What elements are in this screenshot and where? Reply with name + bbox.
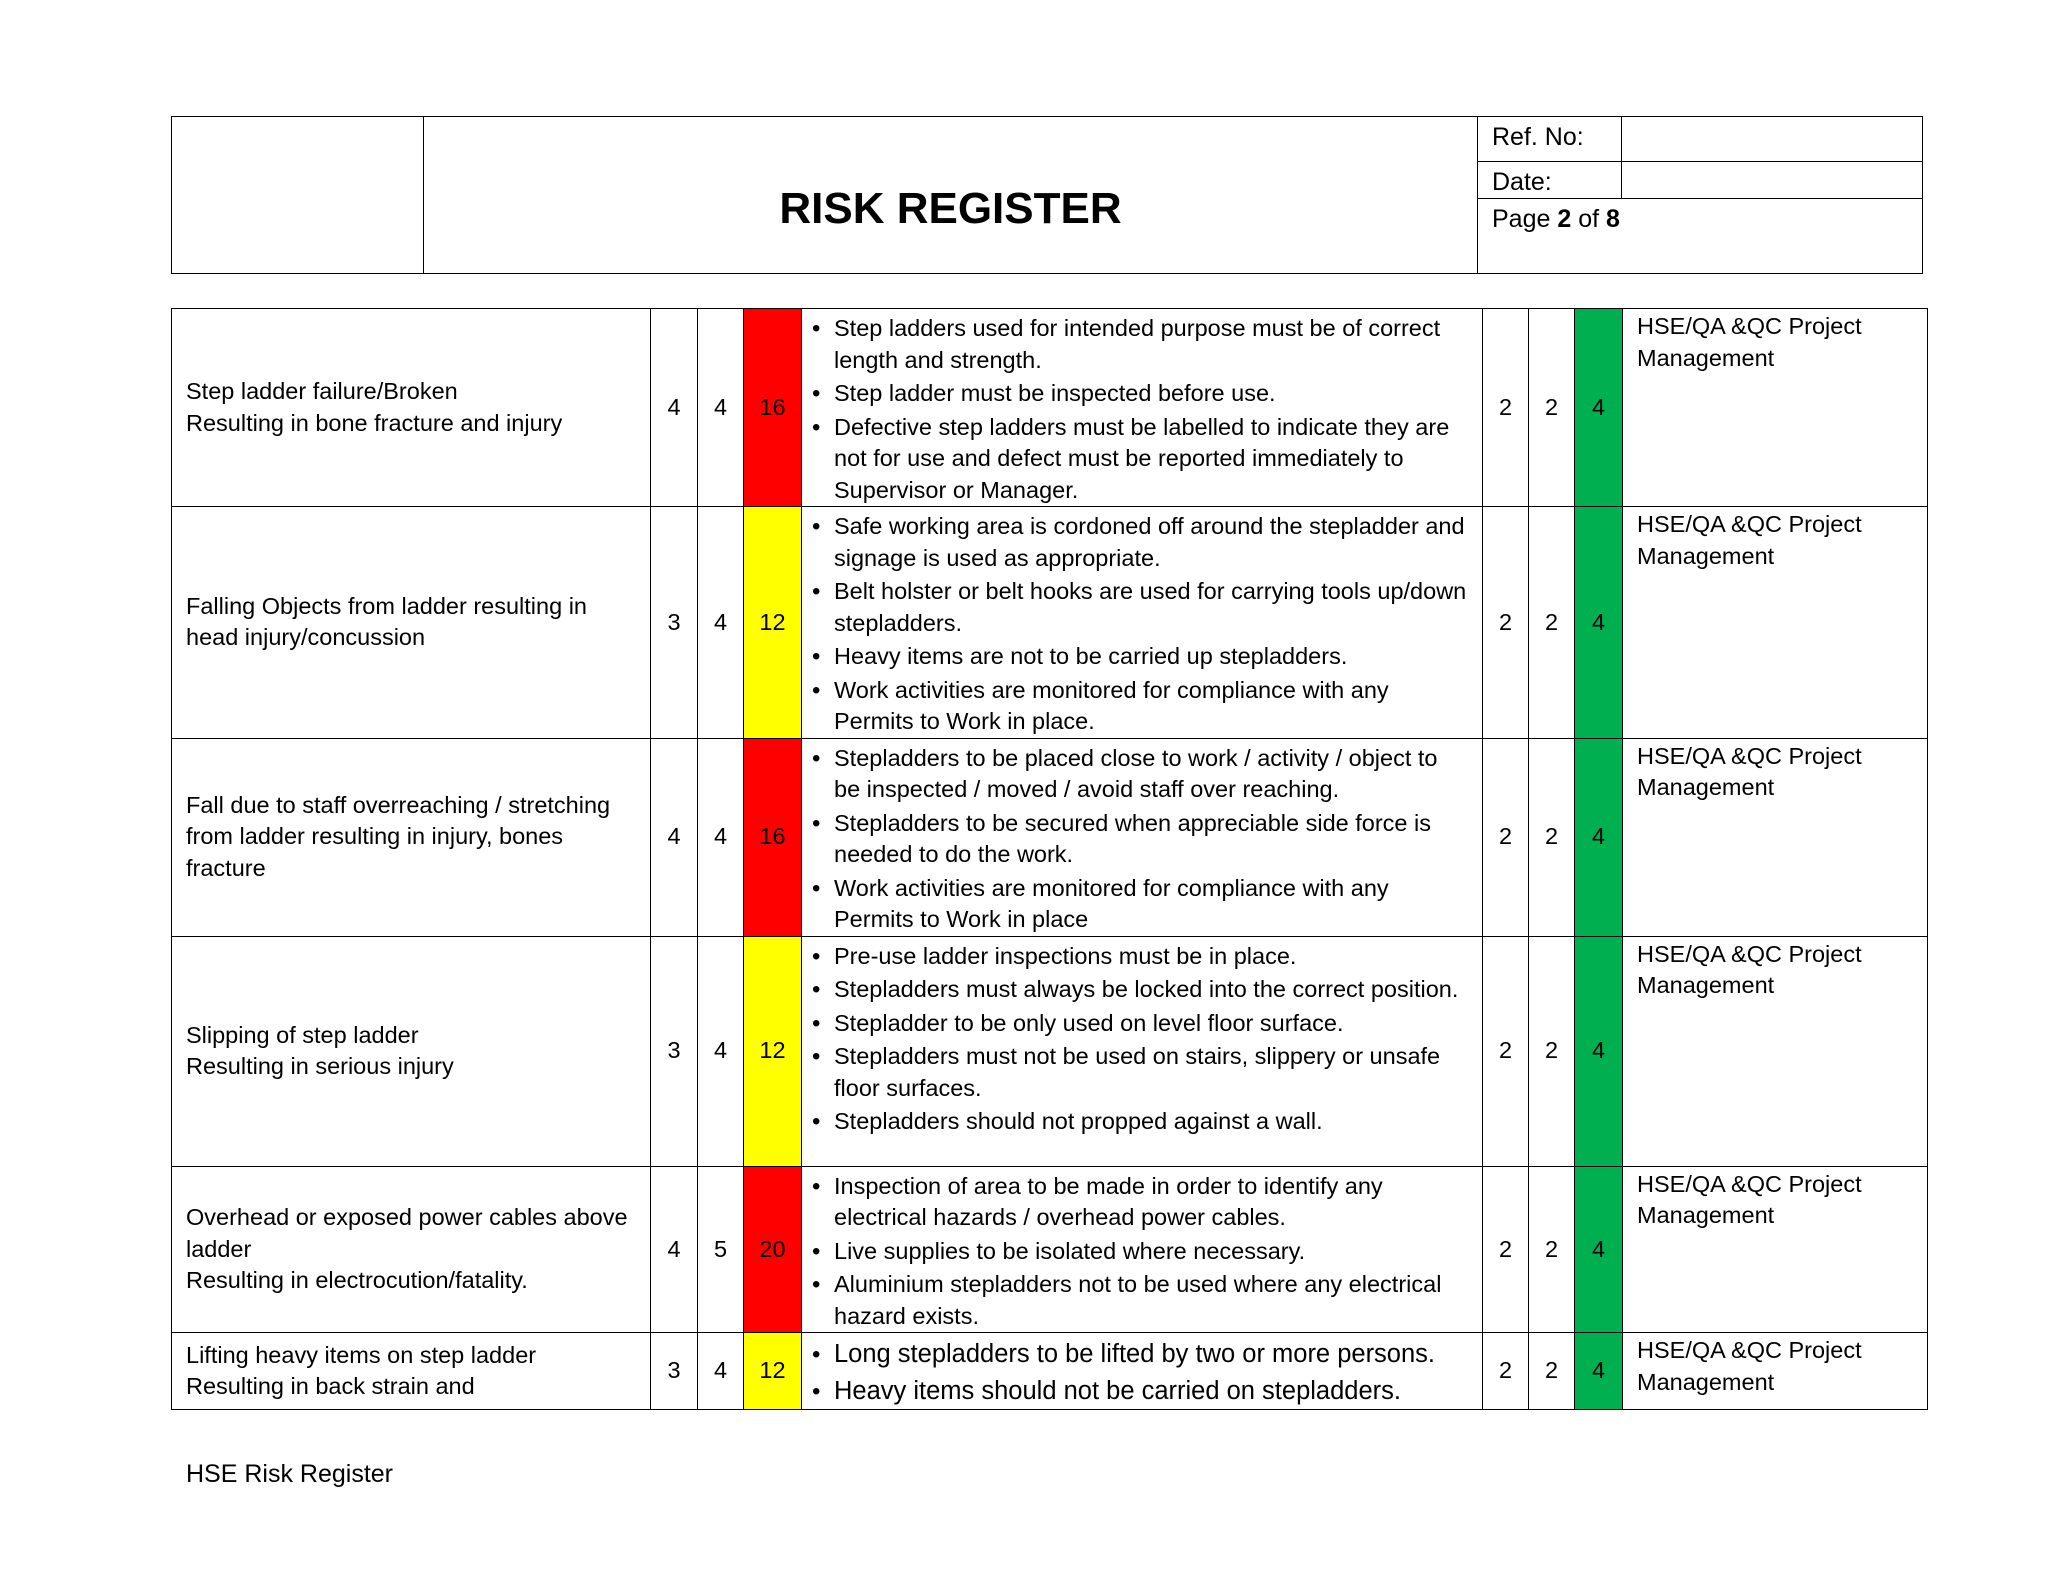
control-item: • Long stepladders to be lifted by two or more persons. [810,1337,1470,1372]
control-item: • Step ladders used for intended purpose must be of correct length and strength. [810,313,1470,376]
risk-rating-cell: 12 [744,936,802,1166]
ref-label: Ref. No: [1478,117,1622,162]
residual-likelihood-cell: 2 [1483,936,1529,1166]
residual-likelihood-cell: 2 [1483,1166,1529,1333]
table-row [172,507,1928,739]
residual-risk-cell: 4 [1575,1166,1623,1333]
control-item: • Stepladders must always be locked into the correct position. [810,974,1470,1006]
residual-severity-cell: 2 [1529,1166,1575,1333]
control-item: • Work activities are monitored for compliance with any Permits to Work in place. [810,675,1470,738]
responsibility-cell: HSE/QA &QC Project Management [1623,309,1928,507]
residual-severity-cell: 2 [1529,1333,1575,1410]
control-item: • Aluminium stepladders not to be used where any electrical hazard exists. [810,1269,1470,1332]
responsibility-cell: HSE/QA &QC Project Management [1623,738,1928,936]
register-body [172,309,1928,1410]
date-label: Date: [1478,162,1622,199]
hazard-line: Overhead or exposed power cables above ladder [186,1204,628,1262]
control-item: • Stepladders must not be used on stairs, slippery or unsafe floor surfaces. [810,1041,1470,1104]
logo-box [172,117,424,274]
hazard-line: Slipping of step ladder [186,1021,419,1048]
hazard-cell [172,309,651,507]
control-measures-cell [802,309,1483,507]
ref-value [1622,117,1923,162]
hazard-line: Lifting heavy items on step ladder [186,1341,537,1368]
page-current: 2 [1557,205,1572,233]
likelihood-cell: 3 [651,936,698,1166]
page-total: 8 [1606,205,1620,233]
table-row [172,936,1928,1166]
likelihood-cell: 3 [651,1333,698,1410]
residual-risk-cell: 4 [1575,1333,1623,1410]
likelihood-cell: 4 [651,1166,698,1333]
residual-risk-cell: 4 [1575,936,1623,1166]
hazard-line: Resulting in bone fracture and injury [186,409,563,436]
responsibility-cell: HSE/QA &QC Project Management [1623,1333,1928,1410]
control-item: • Stepladders should not propped against a wall. [810,1106,1470,1138]
residual-severity-cell: 2 [1529,936,1575,1166]
severity-cell: 4 [698,309,744,507]
responsibility-cell: HSE/QA &QC Project Management [1623,507,1928,739]
control-measures-cell [802,1166,1483,1333]
control-item: • Belt holster or belt hooks are used for carrying tools up/down stepladders. [810,576,1470,639]
control-item: • Live supplies to be isolated where necessary. [810,1236,1470,1268]
hazard-line: Resulting in electrocution/fatality. [186,1267,528,1293]
residual-risk-cell: 4 [1575,738,1623,936]
control-item: • Work activities are monitored for compliance with any Permits to Work in place [810,873,1470,936]
control-measures-cell [802,936,1483,1166]
severity-cell: 4 [698,936,744,1166]
page-title: RISK REGISTER [424,117,1478,274]
residual-risk-cell: 4 [1575,507,1623,739]
risk-rating-cell: 16 [744,738,802,936]
risk-register-table [171,308,1928,1410]
table-row [172,738,1928,936]
risk-rating-cell: 20 [744,1166,802,1333]
severity-cell: 4 [698,507,744,739]
document-header [171,116,1923,274]
control-item: • Stepladders to be placed close to work / activity / object to be inspected / moved / avoid staff over reaching. [810,743,1470,806]
risk-rating-cell: 12 [744,1333,802,1410]
control-measures-cell [802,1333,1483,1410]
hazard-line: Fall due to staff overreaching / stretching from ladder resulting in injury, bones fracture [186,791,611,881]
control-item: • Heavy items are not to be carried up stepladders. [810,641,1470,673]
residual-severity-cell: 2 [1529,738,1575,936]
hazard-cell [172,1333,651,1410]
residual-likelihood-cell: 2 [1483,507,1529,739]
page-mid: of [1578,205,1600,233]
likelihood-cell: 4 [651,738,698,936]
control-item: • Safe working area is cordoned off around the stepladder and signage is used as appropriate. [810,511,1470,574]
risk-rating-cell: 12 [744,507,802,739]
control-measures-cell [802,507,1483,739]
severity-cell: 4 [698,738,744,936]
hazard-cell [172,738,651,936]
risk-rating-cell: 16 [744,309,802,507]
severity-cell: 5 [698,1166,744,1333]
hazard-cell [172,936,651,1166]
page-footer: HSE Risk Register [186,1460,393,1488]
hazard-line: Falling Objects from ladder resulting in head injury/concussion [186,592,587,651]
control-measures-cell [802,738,1483,936]
likelihood-cell: 3 [651,507,698,739]
residual-severity-cell: 2 [1529,507,1575,739]
residual-likelihood-cell: 2 [1483,1333,1529,1410]
hazard-line: Resulting in back strain and [186,1373,475,1399]
control-item: • Pre-use ladder inspections must be in place. [810,941,1470,973]
responsibility-cell: HSE/QA &QC Project Management [1623,1166,1928,1333]
control-item: • Defective step ladders must be labelled to indicate they are not for use and defect must be reported immediately to Supervisor or Manager. [810,412,1470,507]
control-item: • Stepladder to be only used on level floor surface. [810,1008,1470,1040]
page-prefix: Page [1492,205,1551,233]
hazard-cell [172,1166,651,1333]
page-indicator [1478,199,1923,274]
residual-risk-cell: 4 [1575,309,1623,507]
control-item: • Stepladders to be secured when appreciable side force is needed to do the work. [810,808,1470,871]
control-item: • Heavy items should not be carried on stepladders. [810,1374,1470,1409]
table-row [172,1333,1928,1410]
residual-severity-cell: 2 [1529,309,1575,507]
severity-cell: 4 [698,1333,744,1410]
hazard-cell [172,507,651,739]
hazard-line: Step ladder failure/Broken [186,378,458,404]
residual-likelihood-cell: 2 [1483,309,1529,507]
residual-likelihood-cell: 2 [1483,738,1529,936]
responsibility-cell: HSE/QA &QC Project Management [1623,936,1928,1166]
control-item: • Step ladder must be inspected before use. [810,378,1470,410]
likelihood-cell: 4 [651,309,698,507]
table-row [172,309,1928,507]
date-value [1622,162,1923,199]
table-row [172,1166,1928,1333]
control-item: • Inspection of area to be made in order to identify any electrical hazards / overhead power cables. [810,1171,1470,1234]
hazard-line: Resulting in serious injury [186,1053,454,1079]
